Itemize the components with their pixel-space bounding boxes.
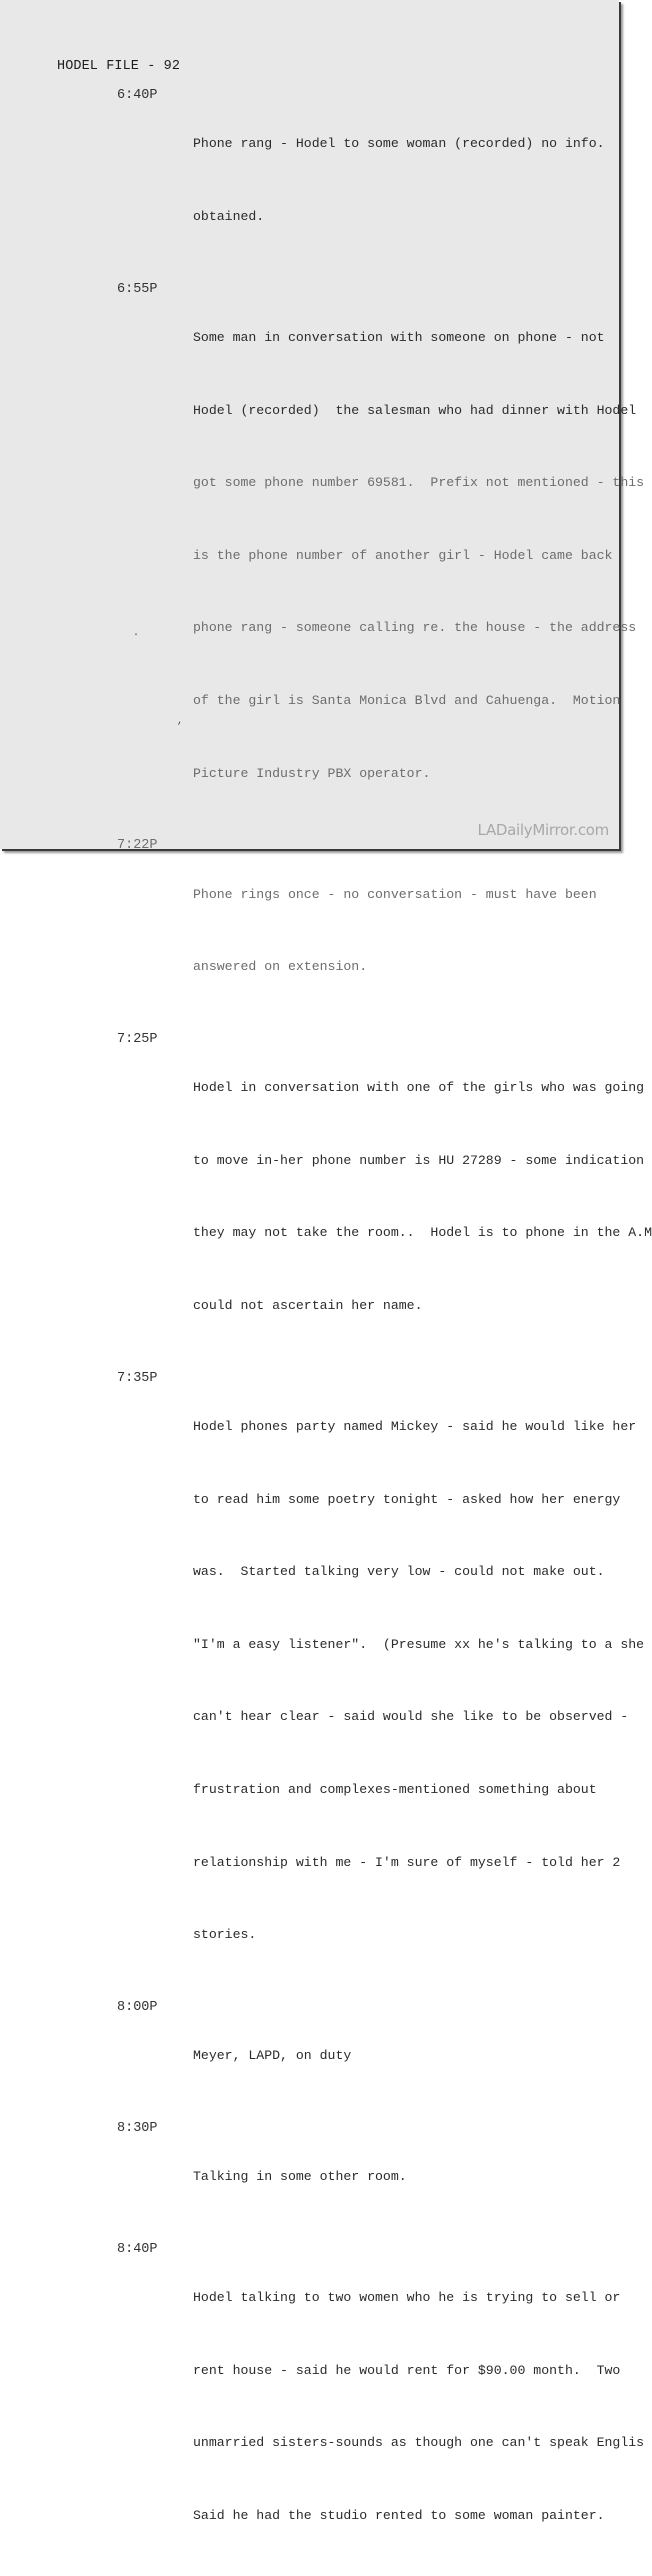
- entry-line: they may not take the room.. Hodel is to phone in the A.M: [193, 1225, 652, 1241]
- stray-ink-mark: ,: [177, 716, 184, 727]
- entry-time: 8:00P: [117, 1999, 158, 2015]
- log-entry: [0, 2117, 619, 2238]
- entry-line: frustration and complexes-mentioned something about: [193, 1781, 597, 1797]
- entry-line: rent house - said he would rent for $90.00 month. Two: [193, 2362, 621, 2378]
- entry-line: could not ascertain her name.: [193, 1297, 423, 1313]
- log-entry: [0, 84, 619, 278]
- entry-line: Hodel in conversation with one of the girls who was going: [193, 1080, 645, 1096]
- entry-line: Phone rings once - no conversation - must have been: [193, 886, 597, 902]
- entry-line: Hodel talking to two women who he is trying to sell or: [193, 2290, 621, 2306]
- file-header: HODEL FILE - 92: [57, 59, 181, 74]
- log-entries: [0, 84, 652, 2576]
- entry-line: to move in-her phone number is HU 27289 - some indication: [193, 1152, 645, 1168]
- entry-line: Phone rang - Hodel to some woman (recorded) no info.: [193, 136, 605, 152]
- entry-line: Hodel phones party named Mickey - said he would like her: [193, 1418, 637, 1434]
- entry-line: stories.: [193, 1927, 257, 1943]
- entry-line: of the girl is Santa Monica Blvd and Cahuenga. Motion: [193, 692, 621, 708]
- entry-line: obtained.: [193, 209, 265, 224]
- log-entry: [0, 1028, 652, 1367]
- site-watermark: LADailyMirror.com: [477, 821, 609, 839]
- entry-text: [193, 1028, 652, 1367]
- entry-line: "I'm a easy listener". (Presume xx he's talking to a she: [193, 1636, 645, 1652]
- entry-text: [193, 2238, 645, 2576]
- log-entry: [0, 2238, 645, 2576]
- entry-line: Said he had the studio rented to some woman painter.: [193, 2507, 605, 2523]
- entry-text: [193, 2117, 617, 2238]
- entry-text: [193, 1996, 617, 2117]
- entry-line: Picture Industry PBX operator.: [193, 765, 431, 781]
- entry-time: 6:40P: [117, 88, 158, 103]
- entry-line: Some man in conversation with someone on phone - not: [193, 330, 605, 345]
- entry-line: Hodel (recorded) the salesman who had dinner with Hodel: [193, 402, 637, 418]
- entry-time: 8:30P: [117, 2120, 158, 2136]
- entry-time: 8:40P: [117, 2241, 158, 2257]
- entry-line: relationship with me - I'm sure of myself - told her 2: [193, 1854, 621, 1870]
- log-entry: [0, 1367, 645, 1996]
- entry-text: [193, 834, 617, 1028]
- entry-time: 7:35P: [117, 1370, 158, 1386]
- entry-line: unmarried sisters-sounds as though one can't speak Englis: [193, 2435, 645, 2451]
- stray-ink-mark: .: [133, 628, 140, 639]
- entry-time: 7:25P: [117, 1031, 158, 1047]
- entry-time: 7:22P: [117, 838, 158, 854]
- entry-line: answered on extension.: [193, 959, 368, 975]
- entry-line: Talking in some other room.: [193, 2169, 407, 2185]
- entry-line: was. Started talking very low - could not make out.: [193, 1564, 605, 1580]
- entry-time: 6:55P: [117, 281, 158, 297]
- entry-text: [193, 84, 617, 278]
- log-entry: [0, 834, 619, 1028]
- entry-line: phone rang - someone calling re. the house - the address: [193, 620, 637, 636]
- entry-text: [193, 278, 645, 835]
- entry-line: to read him some poetry tonight - asked how her energy: [193, 1491, 621, 1507]
- entry-line: got some phone number 69581. Prefix not mentioned - this: [193, 475, 645, 491]
- entry-line: can't hear clear - said would she like to be observed -: [193, 1709, 629, 1725]
- log-entry: [0, 1996, 619, 2117]
- entry-line: is the phone number of another girl - Hodel came back: [193, 547, 613, 563]
- log-entry: [0, 278, 645, 835]
- entry-text: [193, 1367, 645, 1996]
- entry-line: Meyer, LAPD, on duty: [193, 2048, 352, 2064]
